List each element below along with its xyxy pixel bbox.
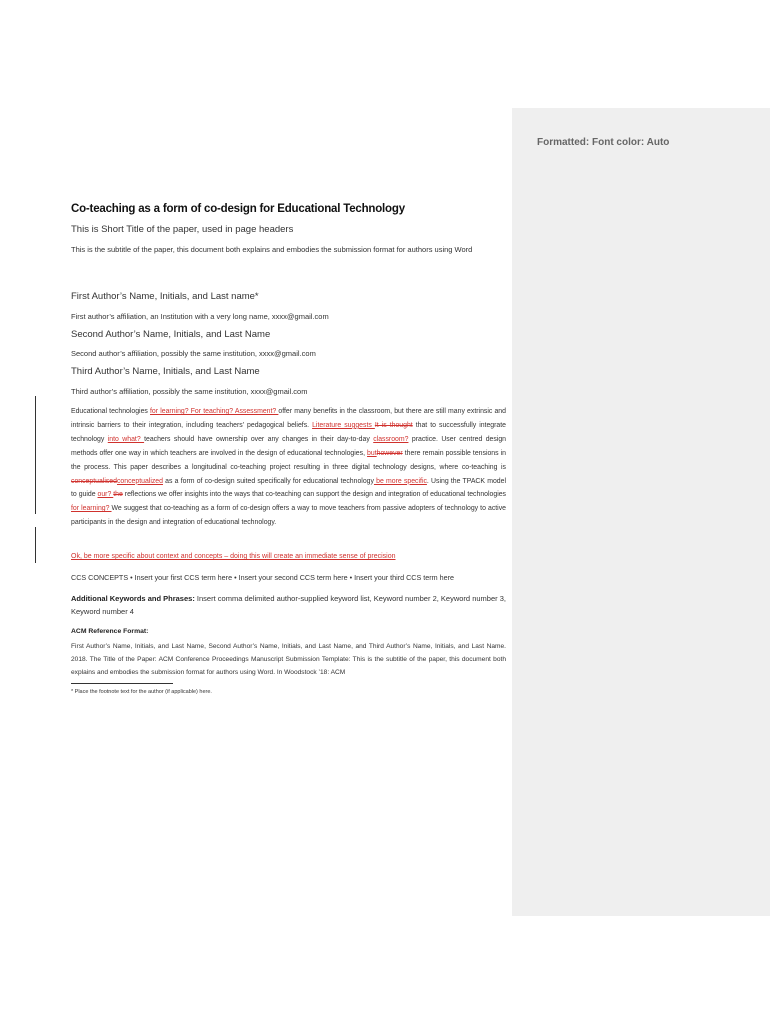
keywords-label: Additional Keywords and Phrases: xyxy=(71,594,195,603)
inserted-text[interactable]: for learning? For teaching? Assessment? xyxy=(150,408,279,415)
short-title: This is Short Title of the paper, used in page headers xyxy=(71,224,294,235)
author-1-name: First Author’s Name, Initials, and Last name* xyxy=(71,291,259,302)
deleted-text[interactable]: conceptualised xyxy=(71,477,117,485)
inserted-text[interactable]: Literature suggests xyxy=(312,421,375,429)
paper-subtitle: This is the subtitle of the paper, this document both explains and embodies the submission format for authors using Word xyxy=(71,245,473,254)
author-1-affiliation: First author’s affiliation, an Institution with a very long name, xxxx@gmail.com xyxy=(71,312,329,321)
author-3-name: Third Author’s Name, Initials, and Last Name xyxy=(71,366,260,377)
inserted-text[interactable]: be more specific xyxy=(373,477,427,485)
change-bar xyxy=(35,396,36,514)
keywords xyxy=(71,592,506,618)
paper-title: Co-teaching as a form of co-design for Educational Technology xyxy=(71,203,405,215)
acm-reference-text: First Author’s Name, Initials, and Last Name, Second Author’s Name, Initials, and Last Name, and Third Author’s Name, Initials, and Last Name. 2018. The Title of the Paper: ACM Conference Proceedings Manuscript Submission Template: This is the subtitle of the paper, this document both explains and embodies the submission format for authors using Word. In Woodstock ’18: ACM xyxy=(71,643,506,676)
keywords-list: Insert comma delimited author-supplied keyword list, Keyword number 2, Keyword number 3, Keyword number 4 xyxy=(71,594,506,616)
inserted-text[interactable]: conceptualized xyxy=(116,477,163,485)
acm-reference-heading: ACM Reference Format: xyxy=(71,628,149,635)
change-bar xyxy=(35,527,36,563)
footnote: * Place the footnote text for the author (if applicable) here. xyxy=(71,689,212,695)
comment-pane xyxy=(512,108,770,916)
inserted-text[interactable]: for learning? xyxy=(71,505,112,513)
author-3-affiliation: Third author’s affiliation, possibly the same institution, xxxx@gmail.com xyxy=(71,387,308,396)
ccs-concepts: CCS CONCEPTS • Insert your first CCS term here • Insert your second CCS term here • Insert your third CCS term here xyxy=(71,573,455,582)
inserted-text[interactable]: classroom? xyxy=(373,435,409,443)
author-2-name: Second Author’s Name, Initials, and Last Name xyxy=(71,329,271,340)
deleted-text[interactable]: It is thought xyxy=(374,421,413,429)
deleted-text[interactable]: the xyxy=(113,491,123,499)
inserted-text[interactable]: into what? xyxy=(107,435,145,443)
author-2-affiliation: Second author’s affiliation, possibly the same institution, xxxx@gmail.com xyxy=(71,349,316,358)
abstract: Educational technologies for learning? For teaching? Assessment? offer many benefits in the classroom, but there are still many extrinsic and intrinsic barriers to their integration, including teachers’ pedagogical beliefs. Literature suggests It is thought that to successfully integrate technology into what? teachers should have ownership over any changes in their day-to-day classroom? practice. User centred design methods offer one way in which teachers are involved in the design of educational technologies, buthowever there remain possible tensions in the process. This paper describes a longitudinal co-teaching project resulting in three digital technology designs, where co-teaching is conceptualisedconceptualized as a form of co-design suited specifically for educational technology be more specific. Using the TPACK model to guide our? the reflections we offer insights into the ways that co-teaching can support the design and integration of educational technologies for learning? We suggest that co-teaching as a form of co-design offers a way to move teachers from passive adopters of technology to active participants in the design and integration of educational technology. xyxy=(71,408,507,527)
comment-header[interactable]: Formatted: Font color: Auto xyxy=(537,137,670,148)
inserted-comment-note[interactable]: Ok, be more specific about context and concepts – doing this will create an immediate sense of precision xyxy=(71,553,396,560)
footnote-rule xyxy=(71,683,173,684)
inserted-text[interactable]: but xyxy=(367,449,377,457)
inserted-text[interactable]: our? xyxy=(97,491,114,499)
deleted-text[interactable]: however xyxy=(376,449,403,457)
